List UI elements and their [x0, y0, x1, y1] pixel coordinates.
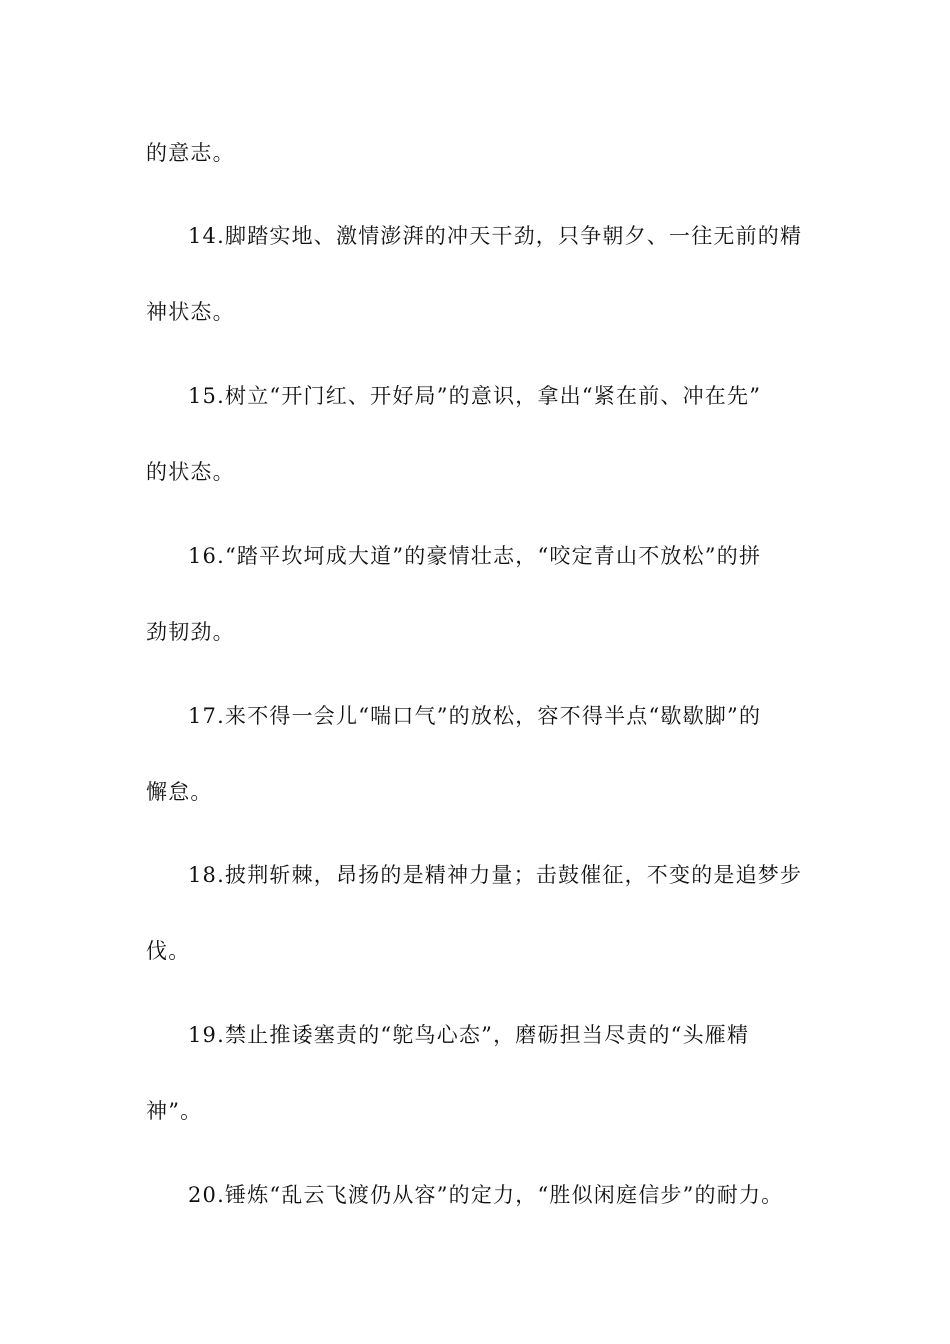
list-item-19-continuation: 神”。 [146, 1099, 203, 1123]
list-item-17-continuation: 懈怠。 [146, 780, 213, 804]
text-line: 的意志。 [146, 141, 235, 165]
list-item-16-line: 16.“踏平坎坷成大道”的豪情壮志，“咬定青山不放松”的拼 [188, 544, 762, 568]
list-item-18-line: 18.披荆斩棘，昂扬的是精神力量；击鼓催征，不变的是追梦步 [188, 863, 803, 887]
list-item-17-line: 17.来不得一会儿“喘口气”的放松，容不得半点“歇歇脚”的 [188, 704, 762, 728]
list-item-14-continuation: 神状态。 [146, 300, 235, 324]
list-item-18-continuation: 伐。 [146, 939, 191, 963]
list-item-14-line: 14.脚踏实地、激情澎湃的冲天干劲，只争朝夕、一往无前的精 [188, 224, 803, 248]
list-item-19-line: 19.禁止推诿塞责的“鸵鸟心态”，磨砺担当尽责的“头雁精 [188, 1023, 750, 1047]
list-item-20-line: 20.锤炼“乱云飞渡仍从容”的定力，“胜似闲庭信步”的耐力。 [188, 1183, 784, 1207]
list-item-15-line: 15.树立“开门红、开好局”的意识，拿出“紧在前、冲在先” [188, 384, 762, 408]
list-item-15-continuation: 的状态。 [146, 460, 235, 484]
list-item-16-continuation: 劲韧劲。 [146, 620, 235, 644]
